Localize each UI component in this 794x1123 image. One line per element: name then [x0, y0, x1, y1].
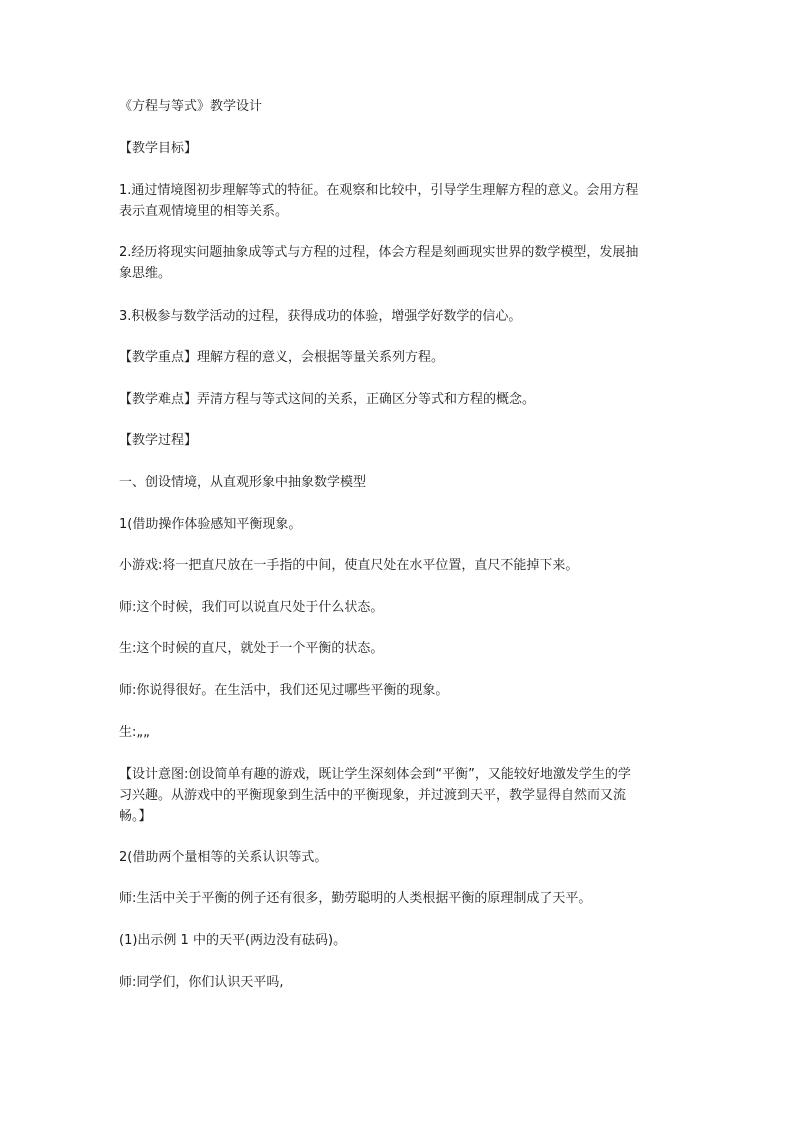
goal-2-line-1: 2.经历将现实问题抽象成等式与方程的过程，体会方程是刻画现实世界的数学模型，发展抽	[119, 245, 639, 260]
step-1-paragraph: 1(借助操作体验感知平衡现象。	[119, 517, 302, 532]
process-heading: 【教学过程】	[119, 433, 198, 448]
design-intent-paragraph	[119, 764, 679, 827]
goals-heading: 【教学目标】	[119, 141, 198, 156]
design-intent-line-2: 习兴趣。从游戏中的平衡现象到生活中的平衡现象，并过渡到天平，教学显得自然而又流	[119, 788, 627, 803]
key-point-paragraph: 【教学重点】理解方程的意义，会根据等量关系列方程。	[119, 350, 445, 365]
section-1-heading: 一、创设情境，从直观形象中抽象数学模型	[119, 475, 367, 490]
goal-2-line-2: 象思维。	[119, 266, 172, 281]
design-intent-line-1: 【设计意图:创设简单有趣的游戏，既让学生深刻体会到“平衡”，又能较好地激发学生的学	[119, 767, 631, 782]
step-2-paragraph: 2(借助两个量相等的关系认识等式。	[119, 850, 328, 865]
example-paragraph: (1)出示例 1 中的天平(两边没有砝码)。	[119, 933, 347, 948]
game-paragraph: 小游戏:将一把直尺放在一手指的中间，使直尺处在水平位置，直尺不能掉下来。	[119, 558, 579, 573]
difficult-point-paragraph: 【教学难点】弄清方程与等式这间的关系，正确区分等式和方程的概念。	[119, 392, 536, 407]
goal-2-paragraph	[119, 242, 679, 284]
goal-1-line-2: 表示直观情境里的相等关系。	[119, 204, 289, 219]
goal-1-line-1: 1.通过情境图初步理解等式的特征。在观察和比较中，引导学生理解方程的意义。会用方程	[119, 183, 639, 198]
document-title: 《方程与等式》教学设计	[119, 99, 263, 114]
student-1-paragraph: 生:这个时候的直尺，就处于一个平衡的状态。	[119, 641, 384, 656]
teacher-2-paragraph: 师:你说得很好。在生活中，我们还见过哪些平衡的现象。	[119, 683, 449, 698]
teacher-3-paragraph: 师:生活中关于平衡的例子还有很多，勤劳聪明的人类根据平衡的原理制成了天平。	[119, 891, 592, 906]
goal-3-paragraph: 3.积极参与数学活动的过程，获得成功的体验，增强学好数学的信心。	[119, 309, 522, 324]
student-2-paragraph: 生:„„	[119, 725, 150, 740]
teacher-1-paragraph: 师:这个时候，我们可以说直尺处于什么状态。	[119, 600, 384, 615]
teacher-4-paragraph: 师:同学们，你们认识天平吗,	[119, 975, 284, 990]
goal-1-paragraph	[119, 180, 679, 222]
design-intent-line-3: 畅。】	[119, 809, 152, 824]
